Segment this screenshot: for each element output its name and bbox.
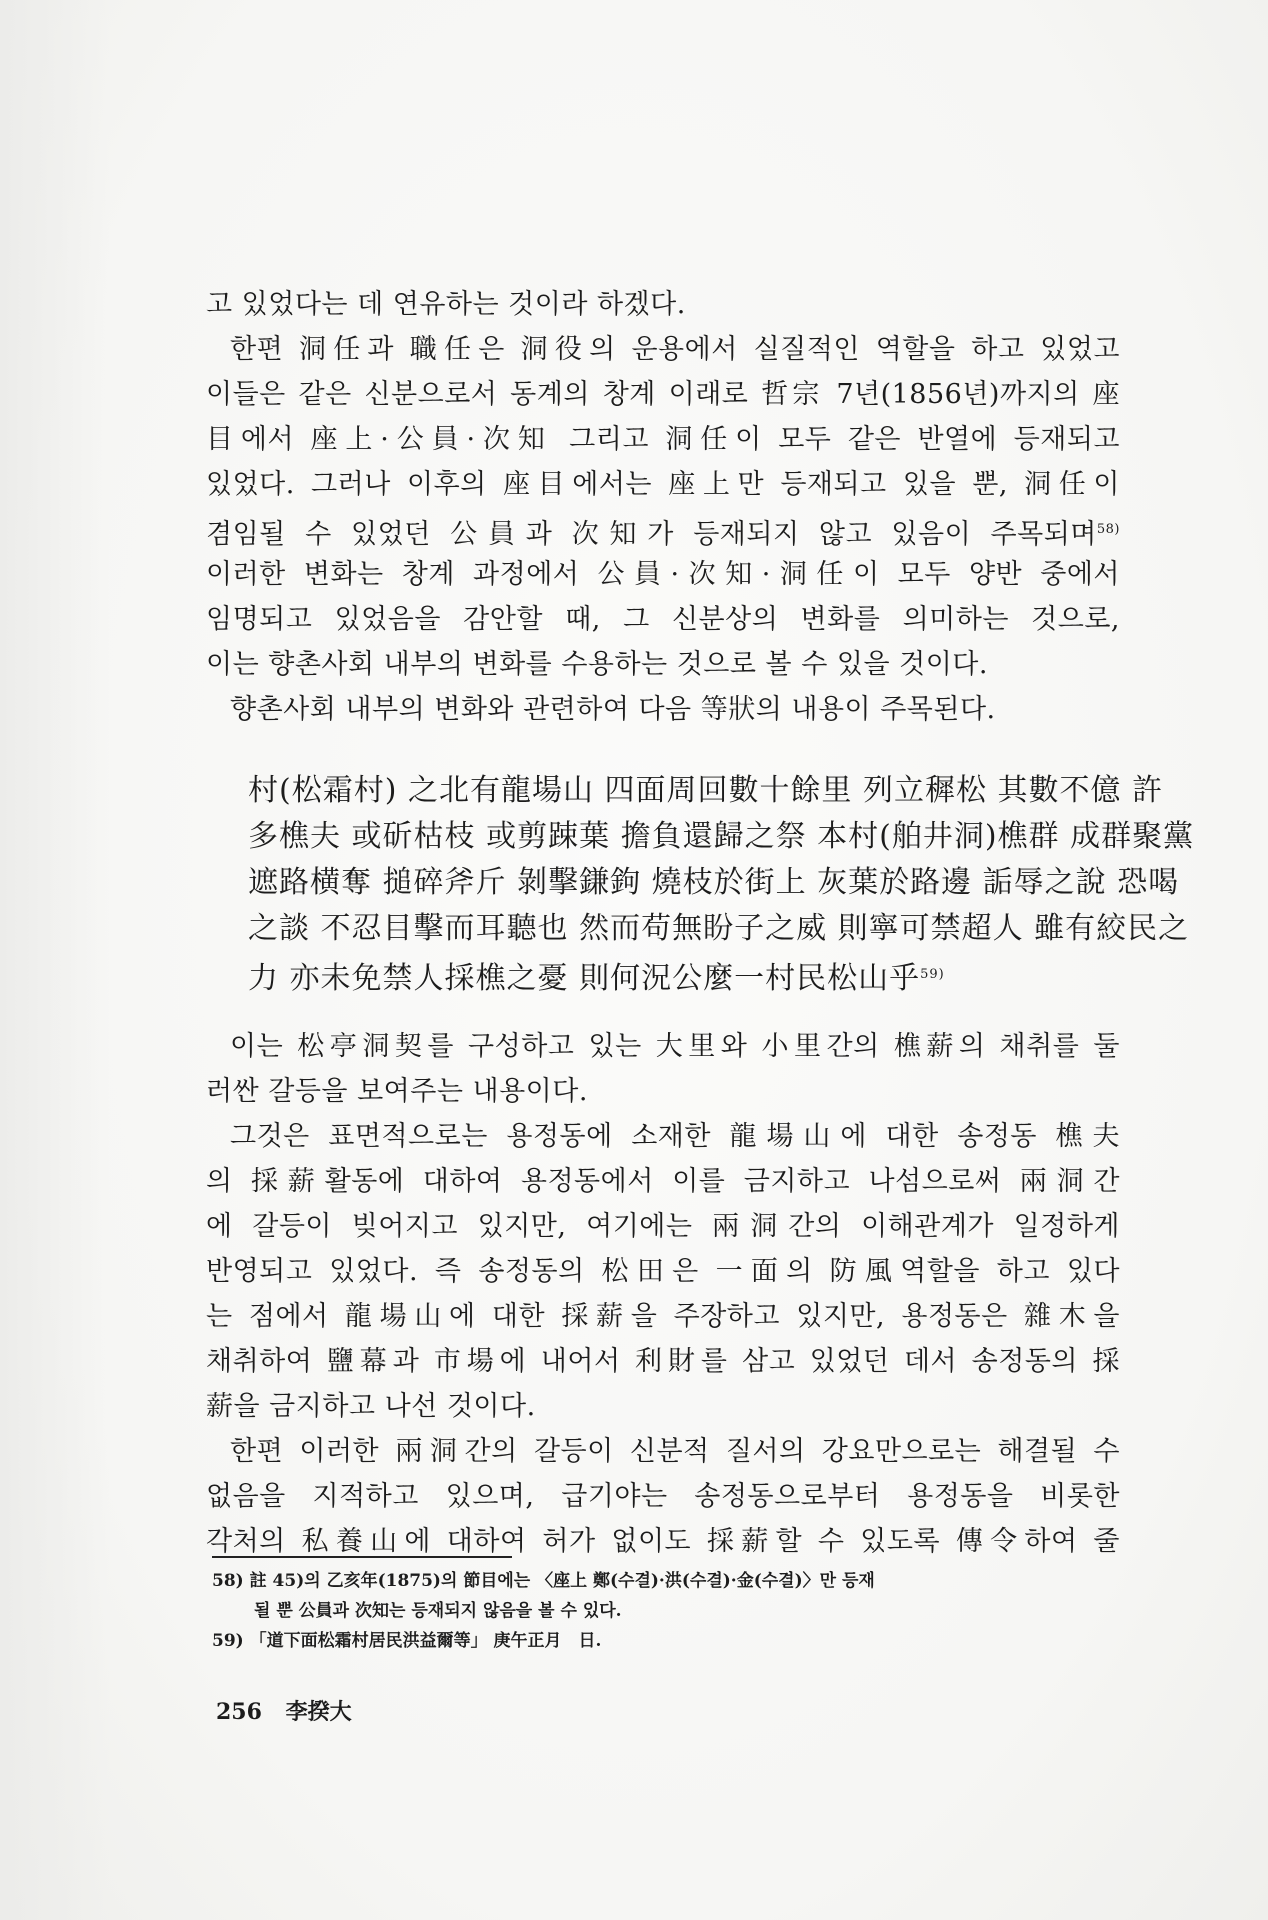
- text-line-with-footnote: [206, 507, 1120, 552]
- text-line: 薪을 금지하고 나선 것이다.: [206, 1391, 536, 1422]
- text-line: 향촌사회 내부의 변화와 관련하여 다음 等狀의 내용이 주목된다.: [230, 694, 996, 725]
- text-line: 의 採薪활동에 대하여 용정동에서 이를 금지하고 나섬으로써 兩洞간: [206, 1166, 1120, 1197]
- classical-quotation: [248, 768, 1195, 998]
- body-paragraph-2: [206, 1024, 1120, 1564]
- text-line: 한편 洞任과 職任은 洞役의 운용에서 실질적인 역할을 하고 있었고: [230, 334, 1120, 365]
- quote-line: 多樵夫 或斫枯枝 或剪踈葉 擔負還歸之祭 本村(舶井洞)樵群 成群聚黨: [248, 819, 1195, 854]
- text-line: 는 점에서 龍場山에 대한 採薪을 주장하고 있지만, 용정동은 雜木을: [206, 1301, 1120, 1332]
- quote-line: 村(松霜村) 之北有龍場山 四面周回數十餘里 列立穉松 其數不億 許: [248, 773, 1164, 808]
- text-line: 그것은 표면적으로는 용정동에 소재한 龍場山에 대한 송정동 樵夫: [230, 1121, 1120, 1152]
- text-line: 러싼 갈등을 보여주는 내용이다.: [206, 1076, 588, 1107]
- text-line: 이는 松亭洞契를 구성하고 있는 大里와 小里간의 樵薪의 채취를 둘: [230, 1031, 1120, 1062]
- text-line: 이러한 변화는 창계 과정에서 公員·次知·洞任이 모두 양반 중에서: [206, 559, 1120, 590]
- text-line: 채취하여 鹽幕과 市場에 내어서 利財를 삼고 있었던 데서 송정동의 採: [206, 1346, 1120, 1377]
- page-footer: [216, 1695, 352, 1726]
- footnote-59: 59) 「道下面松霜村居民洪益爾等」 庚午正月 日.: [212, 1631, 602, 1651]
- text-line: 目에서 座上·公員·次知 그리고 洞任이 모두 같은 반열에 등재되고: [206, 424, 1120, 455]
- text-line: 없음을 지적하고 있으며, 급기야는 송정동으로부터 용정동을 비롯한: [206, 1481, 1120, 1512]
- text-line: 고 있었다는 데 연유하는 것이라 하겠다.: [206, 289, 686, 320]
- quote-line: 遮路横奪 搥碎斧斤 剝擊鎌鉤 燒枝於街上 灰葉於路邊 詬辱之說 恐喝: [248, 865, 1180, 900]
- footnote-58-continued: 될 뿐 公員과 次知는 등재되지 않음을 볼 수 있다.: [254, 1601, 622, 1621]
- quote-line-with-footnote: [248, 952, 1120, 998]
- footnote-58: 58) 註 45)의 乙亥年(1875)의 節目에는 〈座上 鄭(수결)·洪(수결)·金(수결)〉만 등재: [212, 1571, 875, 1591]
- footnote-divider: [212, 1556, 512, 1558]
- footnote-ref-58: 58): [1096, 522, 1120, 537]
- page-number: 256: [216, 1699, 262, 1725]
- body-paragraph-1: [206, 282, 1120, 732]
- text-line: 겸임될 수 있었던 公員과 次知가 등재되지 않고 있음이 주목되며: [206, 519, 1097, 550]
- text-line: 이들은 같은 신분으로서 동계의 창계 이래로 哲宗 7년(1856년)까지의 座: [206, 379, 1120, 410]
- text-line: 한편 이러한 兩洞간의 갈등이 신분적 질서의 강요만으로는 해결될 수: [230, 1436, 1120, 1467]
- footnotes: [212, 1566, 1120, 1656]
- footnote-ref-59: 59): [920, 967, 945, 982]
- text-line: 이는 향촌사회 내부의 변화를 수용하는 것으로 볼 수 있을 것이다.: [206, 649, 988, 680]
- text-line: 임명되고 있었음을 감안할 때, 그 신분상의 변화를 의미하는 것으로,: [206, 604, 1120, 635]
- text-line: 에 갈등이 빚어지고 있지만, 여기에는 兩洞간의 이해관계가 일정하게: [206, 1211, 1120, 1242]
- scan-shadow: [0, 0, 110, 1920]
- running-author: 李揆大: [285, 1699, 352, 1725]
- text-line: 반영되고 있었다. 즉 송정동의 松田은 一面의 防風역할을 하고 있다: [206, 1256, 1120, 1287]
- text-line: 각처의 私養山에 대하여 허가 없이도 採薪할 수 있도록 傳令하여 줄: [206, 1526, 1120, 1557]
- text-line: 있었다. 그러나 이후의 座目에서는 座上만 등재되고 있을 뿐, 洞任이: [206, 469, 1120, 500]
- quote-line: 之談 不忍目擊而耳聽也 然而苟無盼子之威 則寧可禁超人 雖有絞民之: [248, 911, 1190, 946]
- quote-line: 力 亦未免禁人採樵之憂 則何況公麼一村民松山乎: [248, 961, 921, 996]
